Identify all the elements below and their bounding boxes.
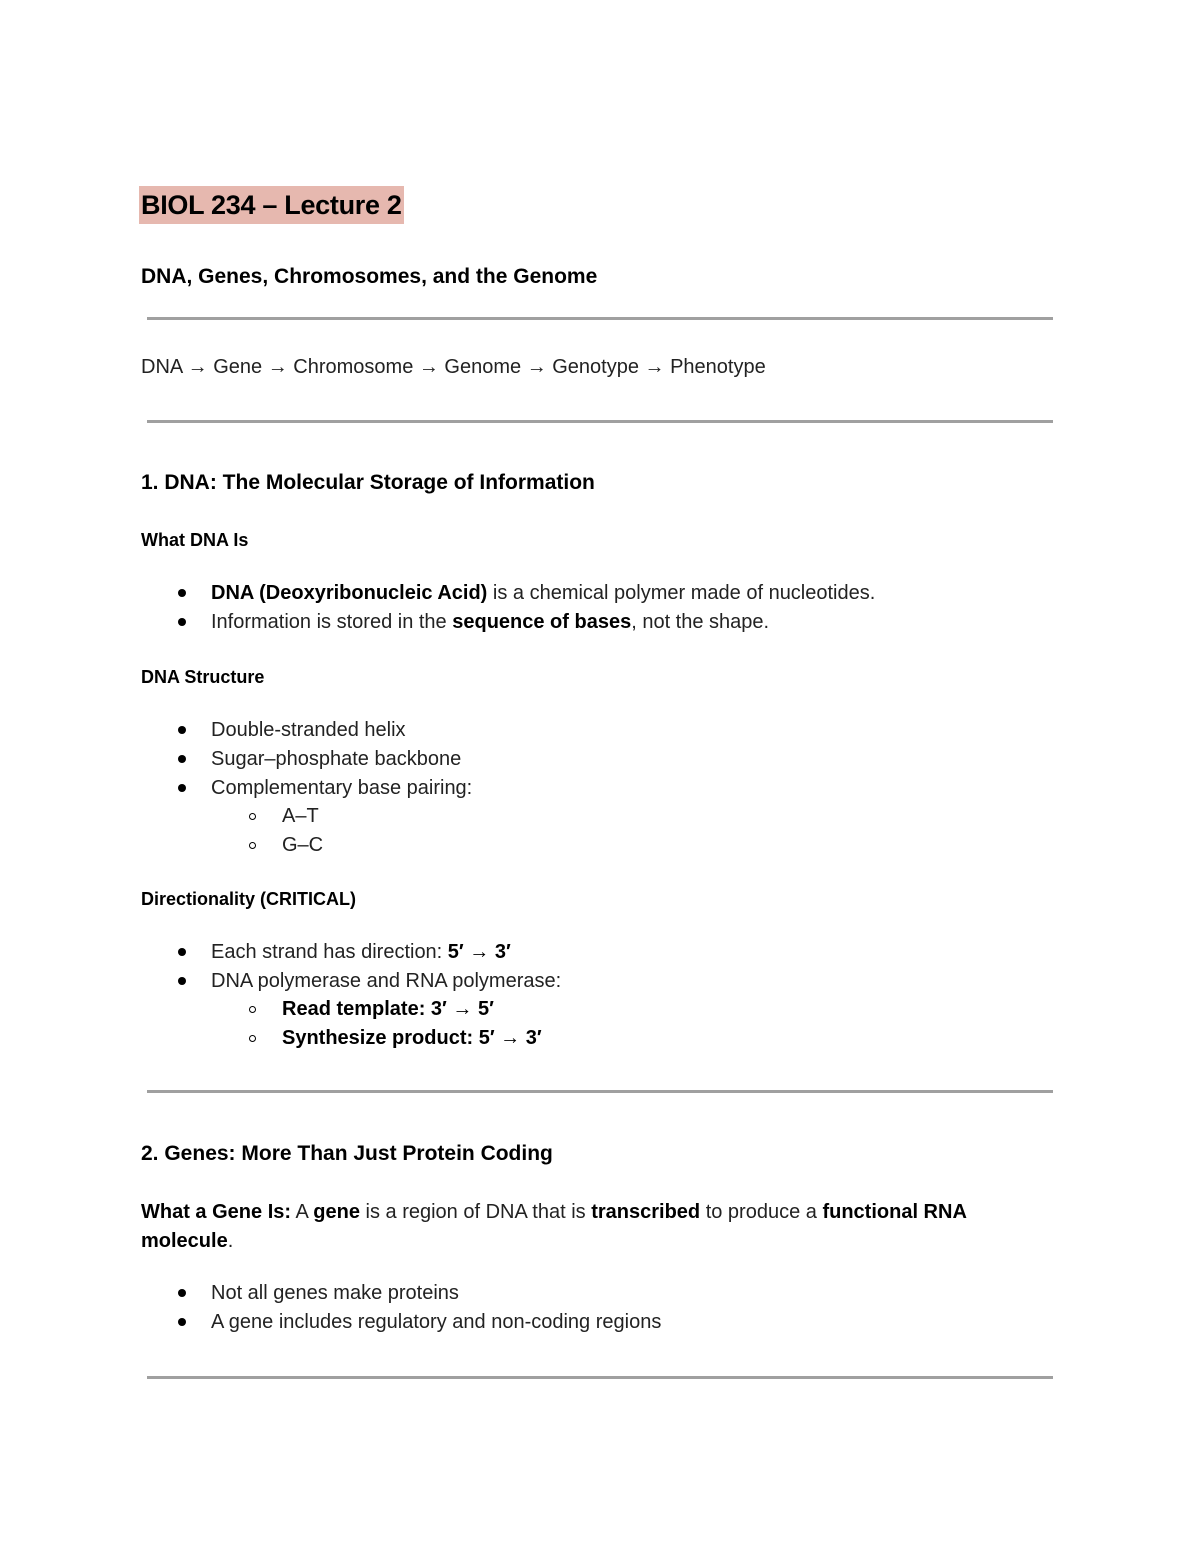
- directionality-heading: Directionality (CRITICAL): [141, 889, 357, 909]
- paragraph-text: .: [227, 1230, 234, 1252]
- circle-bullet-icon: [249, 813, 256, 820]
- list-item: Complementary base pairing:: [211, 777, 473, 799]
- list-item: [211, 939, 511, 965]
- bold-term: 5′ → 3′: [447, 941, 511, 963]
- list-item: [211, 609, 769, 635]
- bold-term: transcribed: [591, 1201, 701, 1223]
- circle-bullet-icon: [249, 1035, 256, 1042]
- paragraph-text: A: [291, 1201, 314, 1223]
- section-2-heading: 2. Genes: More Than Just Protein Coding: [141, 1142, 553, 1165]
- bold-term: Synthesize product: 5′ → 3′: [282, 1027, 542, 1049]
- horizontal-rule: [147, 420, 1053, 423]
- page-subtitle: DNA, Genes, Chromosomes, and the Genome: [141, 265, 598, 288]
- list-item-text: is a chemical polymer made of nucleotides.: [487, 582, 876, 604]
- circle-bullet-icon: [249, 842, 256, 849]
- flow-sequence: DNA → Gene → Chromosome → Genome → Genotype → Phenotype: [141, 356, 766, 378]
- list-item-text: Information is stored in the: [211, 611, 453, 633]
- section-1-heading: 1. DNA: The Molecular Storage of Information: [141, 471, 595, 494]
- bullet-icon: [178, 618, 186, 626]
- sub-list-item: [282, 1025, 542, 1051]
- list-item: Not all genes make proteins: [211, 1282, 459, 1304]
- bold-term: gene: [313, 1201, 360, 1223]
- horizontal-rule: [147, 1376, 1053, 1379]
- bold-term: DNA (Deoxyribonucleic Acid): [211, 582, 488, 604]
- bullet-icon: [178, 1318, 186, 1326]
- paragraph-text: to produce a: [700, 1201, 823, 1223]
- horizontal-rule: [147, 1090, 1053, 1093]
- bold-term: sequence of bases: [452, 611, 632, 633]
- list-item-text: Each strand has direction:: [211, 941, 448, 963]
- sub-list-item: G–C: [282, 834, 324, 856]
- bold-term: functional RNA molecule: [141, 1201, 967, 1252]
- sub-list-item: A–T: [282, 805, 319, 827]
- list-item-text: , not the shape.: [631, 611, 770, 633]
- dna-structure-heading: DNA Structure: [141, 667, 265, 687]
- paragraph-label: What a Gene Is:: [141, 1201, 292, 1223]
- bullet-icon: [178, 784, 186, 792]
- page-title: BIOL 234 – Lecture 2: [139, 186, 404, 224]
- bullet-icon: [178, 977, 186, 985]
- list-item: DNA polymerase and RNA polymerase:: [211, 970, 562, 992]
- horizontal-rule: [147, 317, 1053, 320]
- list-item: A gene includes regulatory and non-coding regions: [211, 1311, 662, 1333]
- bold-term: Read template: 3′ → 5′: [282, 998, 494, 1020]
- bullet-icon: [178, 589, 186, 597]
- bullet-icon: [178, 1289, 186, 1297]
- paragraph-text: is a region of DNA that is: [359, 1201, 592, 1223]
- circle-bullet-icon: [249, 1006, 256, 1013]
- list-item: [211, 580, 875, 606]
- bullet-icon: [178, 948, 186, 956]
- bullet-icon: [178, 726, 186, 734]
- what-dna-is-heading: What DNA Is: [141, 530, 249, 550]
- list-item: Double-stranded helix: [211, 719, 406, 741]
- gene-definition-paragraph: [141, 1198, 1051, 1256]
- bullet-icon: [178, 755, 186, 763]
- sub-list-item: [282, 996, 494, 1022]
- list-item: Sugar–phosphate backbone: [211, 748, 462, 770]
